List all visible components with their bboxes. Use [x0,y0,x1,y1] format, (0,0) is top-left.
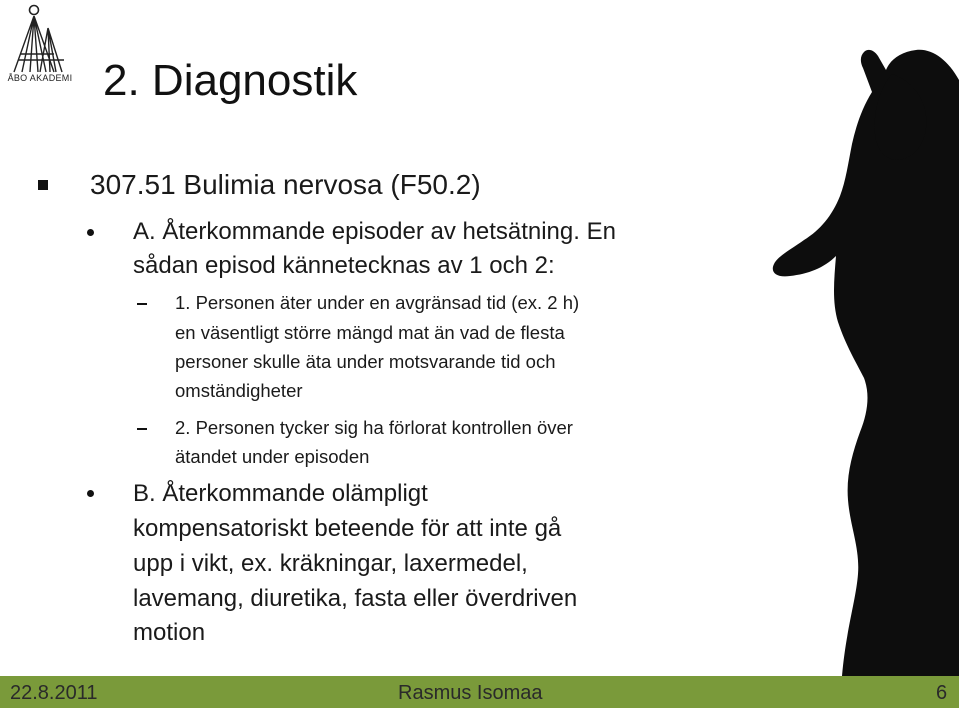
footer-bar [0,676,959,708]
criterion-b-line-4: lavemang, diuretika, fasta eller överdriven [133,585,578,612]
slide-title: 2. Diagnostik [103,56,358,105]
logo-text: ÅBO AKADEMI [7,73,73,83]
dash-bullet-icon [137,303,147,305]
footer-author: Rasmus Isomaa [398,682,543,704]
bullet-dot-icon [87,490,94,497]
diagnosis-heading: 307.51 Bulimia nervosa (F50.2) [90,169,481,200]
footer-page-number: 6 [936,682,948,704]
criterion-a-line-2: sådan episod kännetecknas av 1 och 2: [133,252,555,279]
sub-criterion-2-line-1: 2. Personen tycker sig ha förlorat kontrollen över [175,417,573,438]
logo-emblem-icon [4,2,76,74]
criterion-a-line-1: A. Återkommande episoder av hetsätning. En [133,218,616,245]
criterion-b-line-3: upp i vikt, ex. kräkningar, laxermedel, [133,550,528,577]
bullet-dot-icon [87,229,94,236]
abo-akademi-logo [4,2,76,86]
sub-criterion-1-line-3: personer skulle äta under motsvarande tid och [175,351,556,372]
criterion-b-line-1: B. Återkommande olämpligt [133,480,428,507]
sub-criterion-1-line-1: 1. Personen äter under en avgränsad tid (ex. 2 h) [175,292,580,313]
criterion-b-line-5: motion [133,619,206,646]
criterion-b-line-2: kompensatoriskt beteende för att inte gå [133,515,562,542]
square-bullet-icon [38,180,48,190]
sub-criterion-2-line-2: ätandet under episoden [175,446,370,467]
woman-silhouette-image [760,40,959,676]
sub-criterion-1-line-4: omständigheter [175,380,303,401]
dash-bullet-icon [137,428,147,430]
sub-criterion-1-line-2: en väsentligt större mängd mat än vad de flesta [175,322,565,343]
footer-date: 22.8.2011 [10,682,98,704]
